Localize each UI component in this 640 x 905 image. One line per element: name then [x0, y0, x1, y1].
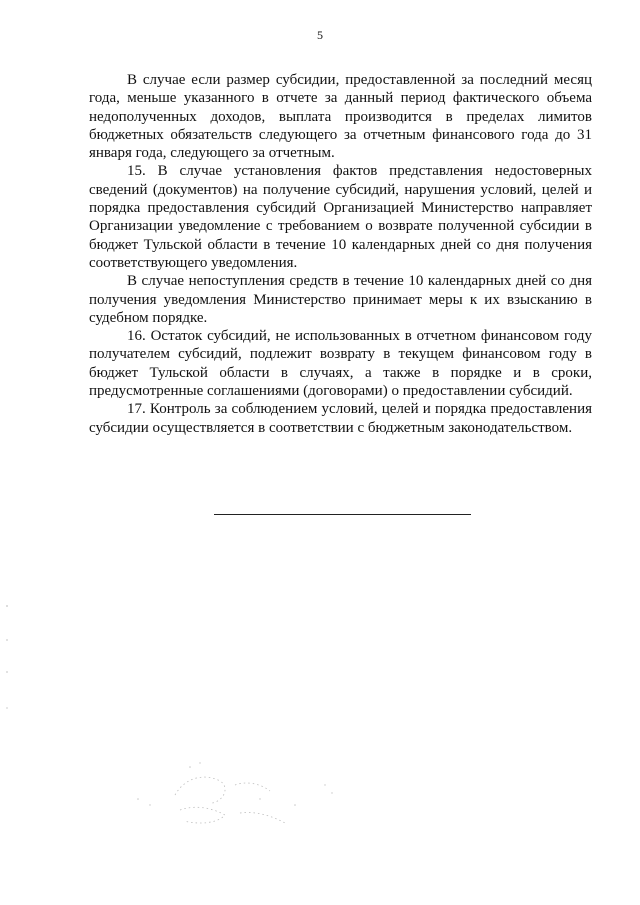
paragraph-17-control: 17. Контроль за соблюдением условий, целей и порядка предоставления субсидии осуществляется в соответствии с бюджетным законодательством. [89, 401, 592, 436]
paragraph-15-return-of-subsidy: 15. В случае установления фактов представления недостоверных сведений (документов) на получение субсидий, нарушения условий, целей и порядка предоставления субсидий Организацией Министерство направляет Организации уведомление с требованием о возврате полученной субсидии в бюджет Тульской области в течение 10 календарных дней со дня получения соответствующего уведомления. [89, 163, 592, 271]
paragraph-16-unused-balance: 16. Остаток субсидий, не использованных в отчетном финансовом году получателем субсидий, подлежит возврату в текущем финансовом году в бюджет Тульской области в случаях, а также в порядке и в сроки, предусмотренные соглашениями (договорами) о предоставлении субсидий. [89, 328, 592, 400]
faded-stamp-mark [120, 755, 350, 840]
paragraph-non-receipt-of-funds: В случае непоступления средств в течение 10 календарных дней со дня получения уведомления Министерство принимает меры к их взысканию в судебном порядке. [89, 273, 592, 326]
page-number: 5 [317, 28, 323, 42]
scan-edge-artifact [4, 600, 10, 720]
paragraph-subsidy-shortfall: В случае если размер субсидии, предоставленной за последний месяц года, меньше указанного в отчете за данный период фактического объема недополученных доходов, выплата производится в пределах лимитов бюджетных обязательств следующего за отчетным финансового года до 31 января года, следующего за отчетным. [89, 72, 592, 162]
document-body [89, 71, 592, 437]
end-of-document-separator [214, 514, 471, 515]
